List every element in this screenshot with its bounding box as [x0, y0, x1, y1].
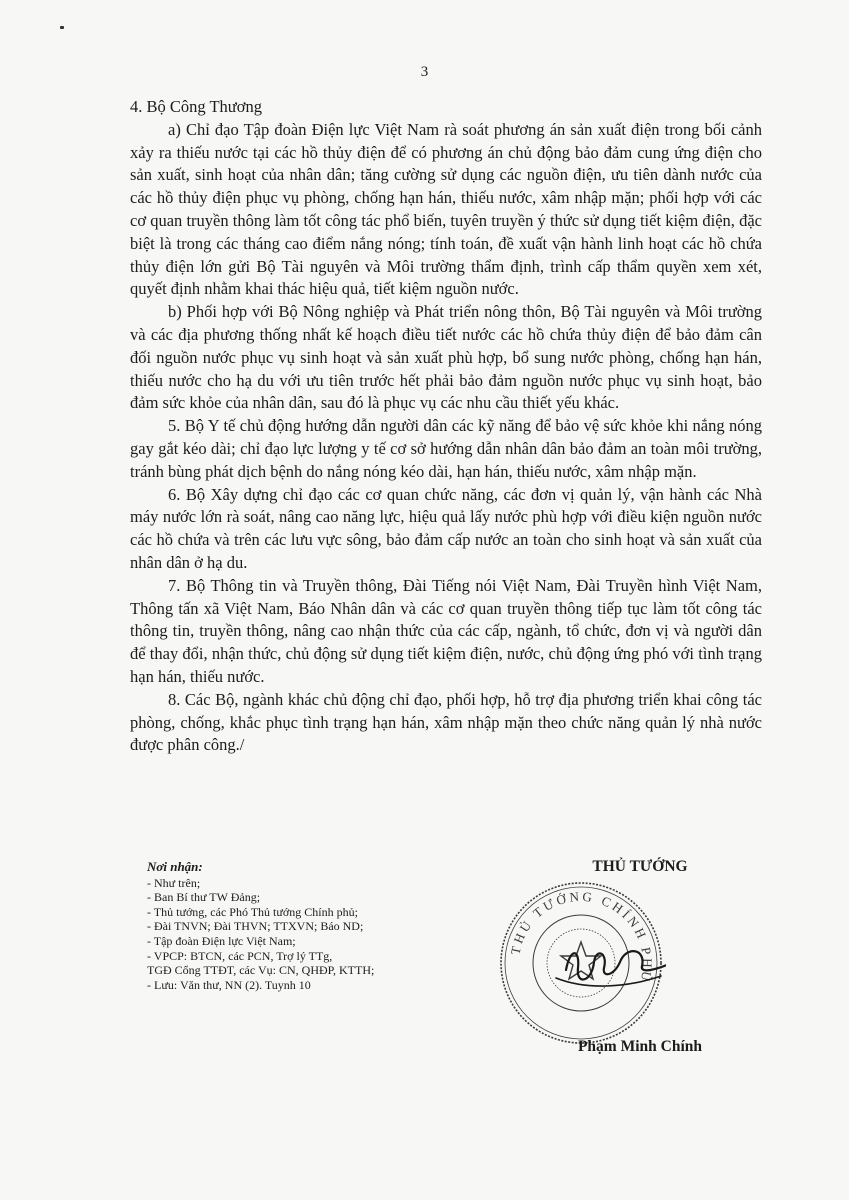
recipient-item: - Thủ tướng, các Phó Thủ tướng Chính phủ; [147, 904, 358, 919]
paragraph-7: 7. Bộ Thông tin và Truyền thông, Đài Tiếng nói Việt Nam, Đài Truyền hình Việt Nam, Thông tấn xã Việt Nam, Báo Nhân dân và các cơ quan truyền thông tiếp tục làm tốt công tác thông tin, truyền thông, nâng cao nhận thức của các cấp, ngành, tổ chức, đơn vị và người dân để thay đổi, nhận thức, chủ động sử dụng tiết kiệm điện, nước, chủ động ứng phó với tình trạng hạn hán, thiếu nước. [130, 575, 762, 686]
recipient-item: - Tập đoàn Điện lực Việt Nam; [147, 933, 296, 948]
document-body [130, 96, 762, 757]
page-number: 3 [420, 64, 429, 80]
recipient-item: - Ban Bí thư TW Đảng; [147, 890, 261, 905]
recipients-block [147, 860, 467, 992]
scan-speck [60, 26, 64, 29]
paragraph-6: 6. Bộ Xây dựng chỉ đạo các cơ quan chức năng, các đơn vị quản lý, vận hành các Nhà máy nước lớn rà soát, nâng cao năng lực, hiệu quả lấy nước phù hợp với điều kiện nguồn nước các hồ chứa và trên các lưu vực sông, bảo đảm cấp nước an toàn cho sinh hoạt và sản xuất của nhân dân ở hạ du. [130, 484, 762, 572]
signature-title: THỦ TƯỚNG [592, 858, 688, 875]
official-seal-icon [496, 878, 666, 1048]
paragraph-4b: b) Phối hợp với Bộ Nông nghiệp và Phát triển nông thôn, Bộ Tài nguyên và Môi trường và các địa phương thống nhất kế hoạch điều tiết nước các hồ chứa thủy điện để bảo đảm cân đối nguồn nước phục vụ sinh hoạt và sản xuất phù hợp, bổ sung nước phòng, chống hạn hán, thiếu nước cho hạ du với ưu tiên trước hết phải bảo đảm nguồn nước phục vụ sinh hoạt, bảo đảm sức khỏe của nhân dân, sau đó là phục vụ các nhu cầu thiết yếu khác. [130, 302, 762, 413]
paragraph-5: 5. Bộ Y tế chủ động hướng dẫn người dân các kỹ năng để bảo vệ sức khỏe khi nắng nóng gay gắt kéo dài; chỉ đạo lực lượng y tế cơ sở hướng dẫn nhân dân bảo đảm an toàn môi trường, tránh bùng phát dịch bệnh do nắng nóng kéo dài, hạn hán, thiếu nước, xâm nhập mặn. [130, 416, 762, 481]
seal-text: THỦ TƯỚNG CHÍNH PHỦ [507, 888, 656, 986]
paragraph-8: 8. Các Bộ, ngành khác chủ động chỉ đạo, phối hợp, hỗ trợ địa phương triển khai công tác phòng, chống, khắc phục tình trạng hạn hán, xâm nhập mặn theo chức năng quản lý nhà nước được phân công./ [130, 689, 762, 755]
recipients-list [147, 876, 467, 993]
recipient-item: - Như trên; [147, 875, 201, 890]
recipients-title: Nơi nhận: [147, 859, 203, 874]
recipient-item: - Lưu: Văn thư, NN (2). Tuynh 10 [147, 977, 311, 992]
recipient-item: - Đài TNVN; Đài THVN; TTXVN; Báo ND; [147, 919, 364, 934]
paragraph-4a: a) Chỉ đạo Tập đoàn Điện lực Việt Nam rà soát phương án sản xuất điện trong bối cảnh xảy ra thiếu nước tại các hồ thủy điện để có phương án chủ động bảo đảm cung ứng điện cho sản xuất, sinh hoạt của nhân dân; tăng cường sử dụng các nguồn điện, ưu tiên dành nước của các hồ thủy điện phục vụ phòng, chống hạn hán, thiếu nước, xâm nhập mặn; phối hợp với các cơ quan truyền thông làm tốt công tác phổ biến, tuyên truyền ý thức sử dụng tiết kiệm điện, đặc biệt là trong các tháng cao điểm nắng nóng; tính toán, đề xuất vận hành linh hoạt các hồ chứa thủy điện lớn gửi Bộ Tài nguyên và Môi trường thẩm định, trình cấp thẩm quyền xem xét, quyết định nhằm khai thác hiệu quả, tiết kiệm nguồn nước. [130, 119, 762, 299]
section-heading: 4. Bộ Công Thương [130, 97, 262, 116]
signer-name: Phạm Minh Chính [577, 1038, 703, 1055]
recipient-item: TGĐ Cổng TTĐT, các Vụ: CN, QHĐP, KTTH; [147, 963, 375, 978]
recipient-item: - VPCP: BTCN, các PCN, Trợ lý TTg, [147, 948, 333, 963]
